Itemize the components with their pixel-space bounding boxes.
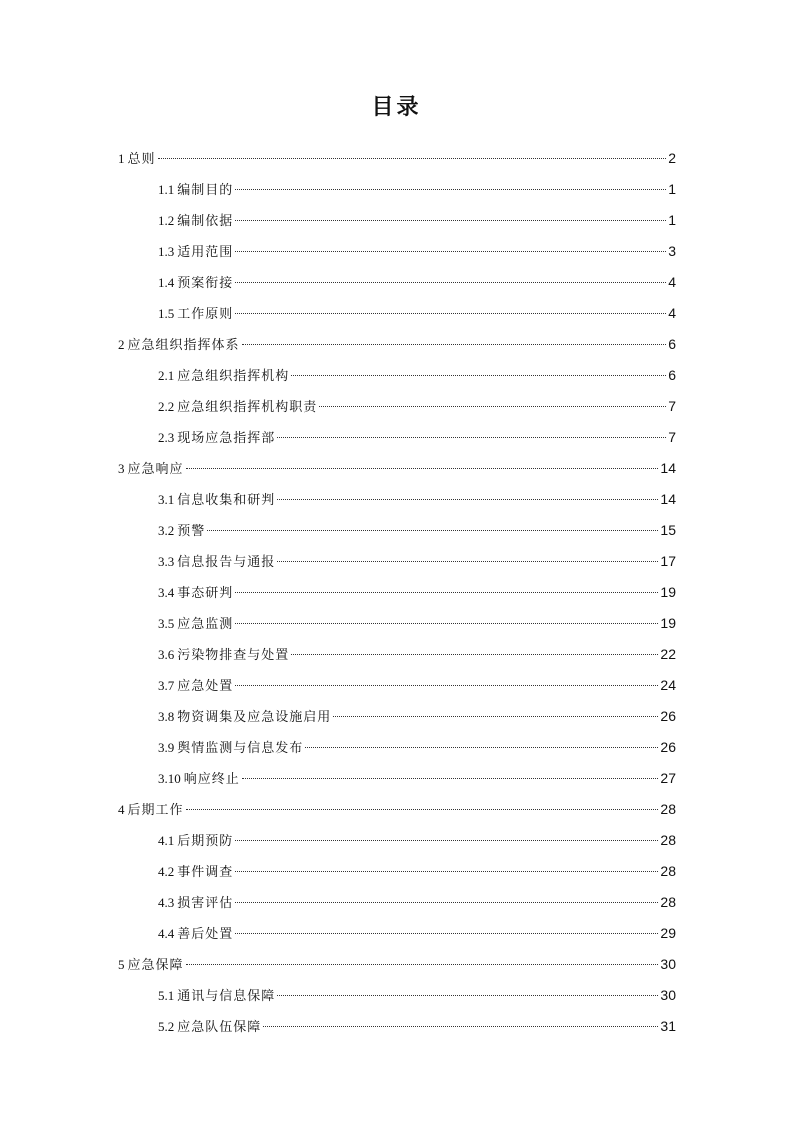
dot-leader xyxy=(235,281,666,283)
dot-leader xyxy=(186,963,659,965)
toc-entry-title: 工作原则 xyxy=(177,307,234,322)
toc-page-number: 2 xyxy=(668,150,676,166)
toc-section-entry[interactable] xyxy=(118,174,676,205)
dot-leader xyxy=(263,1025,658,1027)
toc-entry-title: 适用范围 xyxy=(177,245,234,260)
toc-page-number: 14 xyxy=(660,491,676,507)
dot-leader xyxy=(235,591,658,593)
toc-page-number: 26 xyxy=(660,708,676,724)
toc-page-number: 28 xyxy=(660,801,676,817)
toc-entry-title: 应急组织指挥机构 xyxy=(177,369,290,384)
toc-entry-number: 1.4 xyxy=(158,275,175,290)
toc-chapter-entry[interactable] xyxy=(118,794,676,825)
toc-entry-label xyxy=(158,546,275,578)
toc-entry-number: 3.3 xyxy=(158,554,175,569)
toc-entry-title: 应急响应 xyxy=(127,462,184,477)
toc-section-entry[interactable] xyxy=(118,608,676,639)
toc-entry-number: 3.2 xyxy=(158,523,175,538)
toc-section-entry[interactable] xyxy=(118,1011,676,1042)
toc-entry-title: 总则 xyxy=(127,152,156,167)
toc-entry-title: 应急监测 xyxy=(177,617,234,632)
toc-entry-label xyxy=(158,577,233,609)
toc-entry-title: 舆情监测与信息发布 xyxy=(177,741,304,756)
toc-entry-label xyxy=(158,484,275,516)
toc-entry-label xyxy=(118,949,184,981)
toc-page-number: 27 xyxy=(660,770,676,786)
toc-entry-number: 3.9 xyxy=(158,740,175,755)
toc-entry-title: 后期预防 xyxy=(177,834,234,849)
toc-chapter-entry[interactable] xyxy=(118,143,676,174)
toc-page-number: 3 xyxy=(668,243,676,259)
dot-leader xyxy=(235,188,666,190)
toc-entry-number: 1.3 xyxy=(158,244,175,259)
toc-page-number: 6 xyxy=(668,336,676,352)
dot-leader xyxy=(277,436,666,438)
toc-entry-number: 4.4 xyxy=(158,926,175,941)
toc-chapter-entry[interactable] xyxy=(118,949,676,980)
toc-entry-label xyxy=(118,329,240,361)
dot-leader xyxy=(277,560,658,562)
page-title: 目录 xyxy=(371,95,422,120)
toc-entry-title: 通讯与信息保障 xyxy=(177,989,276,1004)
toc-entry-label xyxy=(118,143,156,175)
toc-section-entry[interactable] xyxy=(118,391,676,422)
dot-leader xyxy=(242,343,667,345)
toc-section-entry[interactable] xyxy=(118,701,676,732)
toc-chapter-entry[interactable] xyxy=(118,453,676,484)
toc-entry-number: 2.1 xyxy=(158,368,175,383)
toc-entry-number: 4.1 xyxy=(158,833,175,848)
toc-entry-label xyxy=(158,670,233,702)
toc-entry-label xyxy=(158,360,289,392)
dot-leader xyxy=(235,932,658,934)
toc-section-entry[interactable] xyxy=(118,887,676,918)
toc-entry-number: 3.10 xyxy=(158,771,181,786)
toc-entry-label xyxy=(158,422,275,454)
dot-leader xyxy=(242,777,659,779)
toc-entry-title: 污染物排查与处置 xyxy=(177,648,290,663)
toc-entry-title: 信息收集和研判 xyxy=(177,493,276,508)
dot-leader xyxy=(235,870,658,872)
toc-section-entry[interactable] xyxy=(118,856,676,887)
toc-page-number: 19 xyxy=(660,615,676,631)
dot-leader xyxy=(235,312,666,314)
dot-leader xyxy=(186,467,659,469)
toc-entry-number: 4.3 xyxy=(158,895,175,910)
toc-chapter-entry[interactable] xyxy=(118,329,676,360)
toc-entry-label xyxy=(158,174,233,206)
toc-section-entry[interactable] xyxy=(118,825,676,856)
toc-entry-number: 2 xyxy=(118,337,125,352)
dot-leader xyxy=(235,250,666,252)
dot-leader xyxy=(291,374,666,376)
toc-page-number: 28 xyxy=(660,832,676,848)
toc-entry-label xyxy=(158,1011,261,1043)
toc-entry-label xyxy=(158,391,317,423)
toc-entry-number: 5 xyxy=(118,957,125,972)
toc-page-number: 7 xyxy=(668,398,676,414)
toc-section-entry[interactable] xyxy=(118,236,676,267)
toc-section-entry[interactable] xyxy=(118,360,676,391)
toc-entry-number: 5.2 xyxy=(158,1019,175,1034)
toc-entry-number: 1 xyxy=(118,151,125,166)
toc-page-number: 4 xyxy=(668,305,676,321)
toc-entry-label xyxy=(118,794,184,826)
dot-leader xyxy=(305,746,658,748)
dot-leader xyxy=(235,219,666,221)
toc-page-number: 15 xyxy=(660,522,676,538)
toc-entry-title: 后期工作 xyxy=(127,803,184,818)
toc-entry-label xyxy=(118,453,184,485)
toc-entry-number: 3.6 xyxy=(158,647,175,662)
toc-entry-title: 应急组织指挥机构职责 xyxy=(177,400,318,415)
toc-entry-title: 现场应急指挥部 xyxy=(177,431,276,446)
toc-entry-number: 1.1 xyxy=(158,182,175,197)
toc-entry-label xyxy=(158,515,205,547)
toc-entry-title: 响应终止 xyxy=(183,772,240,787)
toc-entry-label xyxy=(158,608,233,640)
toc-page-number: 28 xyxy=(660,863,676,879)
toc-entry-label xyxy=(158,267,233,299)
toc-entry-label xyxy=(158,205,233,237)
toc-page-number: 7 xyxy=(668,429,676,445)
toc-entry-number: 2.3 xyxy=(158,430,175,445)
toc-page-number: 30 xyxy=(660,987,676,1003)
toc-entry-title: 编制依据 xyxy=(177,214,234,229)
toc-entry-number: 3.1 xyxy=(158,492,175,507)
toc-entry-number: 5.1 xyxy=(158,988,175,1003)
toc-entry-number: 4 xyxy=(118,802,125,817)
toc-section-entry[interactable] xyxy=(118,670,676,701)
toc-page-number: 24 xyxy=(660,677,676,693)
dot-leader xyxy=(235,901,658,903)
dot-leader xyxy=(158,157,667,159)
dot-leader xyxy=(235,622,658,624)
toc-entry-title: 应急队伍保障 xyxy=(177,1020,262,1035)
toc-section-entry[interactable] xyxy=(118,763,676,794)
toc-page-number: 14 xyxy=(660,460,676,476)
dot-leader xyxy=(186,808,659,810)
toc-page-number: 26 xyxy=(660,739,676,755)
toc-entry-number: 2.2 xyxy=(158,399,175,414)
toc-entry-label xyxy=(158,298,233,330)
toc-entry-label xyxy=(158,701,331,733)
toc-page-number: 17 xyxy=(660,553,676,569)
toc-entry-title: 善后处置 xyxy=(177,927,234,942)
toc-entry-number: 4.2 xyxy=(158,864,175,879)
toc-entry-label xyxy=(158,856,233,888)
toc-entry-title: 事态研判 xyxy=(177,586,234,601)
dot-leader xyxy=(277,994,658,996)
toc-page-number: 4 xyxy=(668,274,676,290)
toc-page-number: 30 xyxy=(660,956,676,972)
toc-section-entry[interactable] xyxy=(118,422,676,453)
toc-entry-label xyxy=(158,918,233,950)
toc-entry-label xyxy=(158,639,289,671)
toc-section-entry[interactable] xyxy=(118,546,676,577)
toc-entry-number: 3.5 xyxy=(158,616,175,631)
toc-page-number: 6 xyxy=(668,367,676,383)
toc-section-entry[interactable] xyxy=(118,205,676,236)
toc-entry-label xyxy=(158,825,233,857)
toc-entry-title: 编制目的 xyxy=(177,183,234,198)
toc-entry-title: 预警 xyxy=(177,524,206,539)
toc-page-number: 29 xyxy=(660,925,676,941)
toc-entry-label xyxy=(158,887,233,919)
toc-section-entry[interactable] xyxy=(118,484,676,515)
toc-page-number: 1 xyxy=(668,212,676,228)
toc-entry-label xyxy=(158,732,303,764)
toc-section-entry[interactable] xyxy=(118,639,676,670)
dot-leader xyxy=(207,529,658,531)
toc-page-number: 31 xyxy=(660,1018,676,1034)
toc-section-entry[interactable] xyxy=(118,732,676,763)
dot-leader xyxy=(235,684,658,686)
toc-entry-label xyxy=(158,763,240,795)
toc-entry-title: 事件调查 xyxy=(177,865,234,880)
toc-entry-number: 3 xyxy=(118,461,125,476)
toc-entry-title: 预案衔接 xyxy=(177,276,234,291)
toc-section-entry[interactable] xyxy=(118,267,676,298)
toc-section-entry[interactable] xyxy=(118,980,676,1011)
toc-page-number: 19 xyxy=(660,584,676,600)
toc-entry-label xyxy=(158,236,233,268)
dot-leader xyxy=(319,405,666,407)
dot-leader xyxy=(291,653,658,655)
toc-entry-label xyxy=(158,980,275,1012)
toc-entry-number: 3.4 xyxy=(158,585,175,600)
toc-entry-title: 物资调集及应急设施启用 xyxy=(177,710,332,725)
toc-entry-title: 应急处置 xyxy=(177,679,234,694)
toc-entry-number: 3.7 xyxy=(158,678,175,693)
toc-entry-number: 3.8 xyxy=(158,709,175,724)
toc-section-entry[interactable] xyxy=(118,298,676,329)
toc-entry-number: 1.5 xyxy=(158,306,175,321)
dot-leader xyxy=(235,839,658,841)
toc-page-number: 1 xyxy=(668,181,676,197)
toc-entry-number: 1.2 xyxy=(158,213,175,228)
toc-page-number: 22 xyxy=(660,646,676,662)
dot-leader xyxy=(333,715,658,717)
dot-leader xyxy=(277,498,658,500)
toc-entry-title: 信息报告与通报 xyxy=(177,555,276,570)
toc-section-entry[interactable] xyxy=(118,515,676,546)
toc-section-entry[interactable] xyxy=(118,577,676,608)
table-of-contents xyxy=(118,143,676,1042)
toc-entry-title: 应急组织指挥体系 xyxy=(127,338,240,353)
toc-section-entry[interactable] xyxy=(118,918,676,949)
toc-entry-title: 损害评估 xyxy=(177,896,234,911)
toc-entry-title: 应急保障 xyxy=(127,958,184,973)
toc-page-number: 28 xyxy=(660,894,676,910)
